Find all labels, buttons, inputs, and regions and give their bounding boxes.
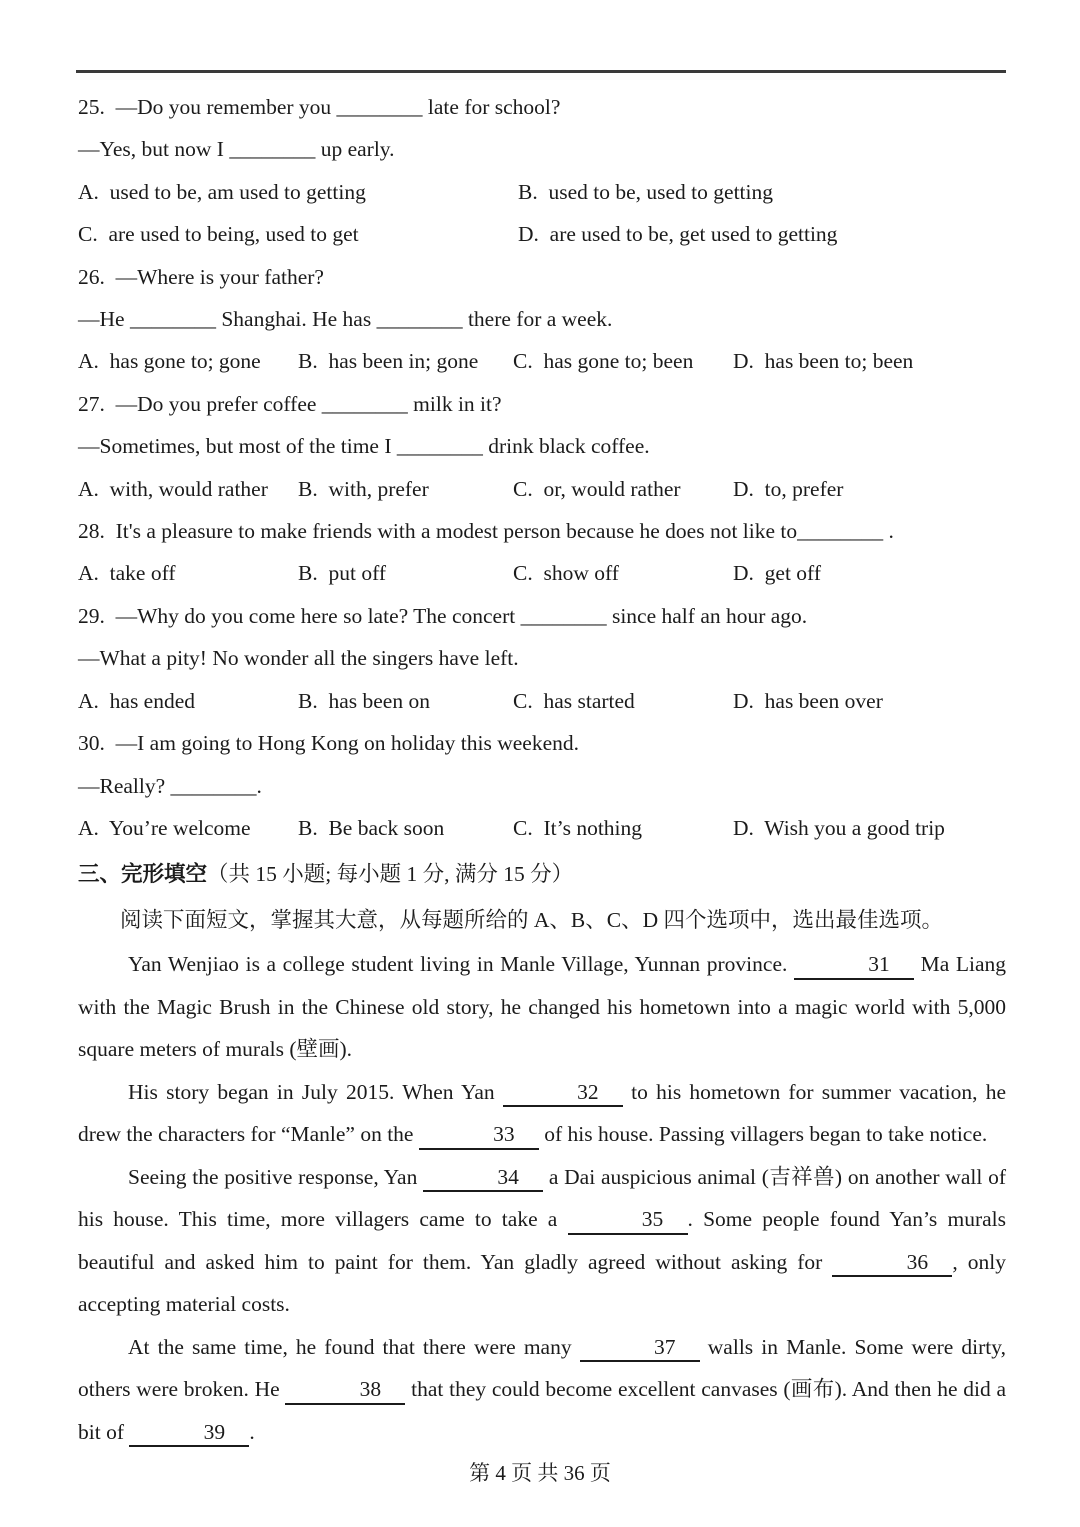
cloze-p3-text-3: . Some people found Yan’s murals beautiful and asked him to paint for them. Yan gladly agreed without asking for	[78, 1207, 1006, 1274]
option-29-c: C. has started	[513, 688, 635, 713]
cloze-p4-text-1: At the same time, he found that there were many	[128, 1334, 580, 1359]
option-28-c: C. show off	[513, 561, 619, 586]
option-26-a: A. has gone to; gone	[78, 349, 261, 374]
question-28-stem-line-1: 28. It's a pleasure to make friends with a modest person because he does not like to________ .	[78, 519, 894, 544]
option-27-d: D. to, prefer	[733, 476, 844, 501]
cloze-blank-34: 34	[423, 1167, 543, 1193]
question-30-stem-line-1: 30. —I am going to Hong Kong on holiday this weekend.	[78, 731, 580, 756]
cloze-paragraph-2	[78, 1071, 1006, 1156]
section-3-title: 三、完形填空	[78, 862, 208, 887]
option-30-c: C. It’s nothing	[513, 815, 643, 840]
option-26-b: B. has been in; gone	[298, 349, 479, 374]
cloze-p2-text-2: to his hometown for summer vacation, he drew the characters for “Manle” on the	[78, 1079, 1006, 1147]
option-28-b: B. put off	[298, 561, 386, 586]
option-28-d: D. get off	[733, 561, 821, 586]
question-27-stem-line-2: —Sometimes, but most of the time I ________ drink black coffee.	[78, 434, 650, 459]
option-27-a: A. with, would rather	[78, 476, 268, 501]
cloze-paragraph-3	[78, 1156, 1006, 1326]
cloze-paragraph-1	[78, 943, 1006, 1071]
page-content	[78, 86, 1006, 1453]
question-29-stem-line-1: 29. —Why do you come here so late? The concert ________ since half an hour ago.	[78, 603, 808, 628]
option-25-a: A. used to be, am used to getting	[78, 179, 366, 204]
option-28-a: A. take off	[78, 561, 176, 586]
cloze-p3-text-2: a Dai auspicious animal (吉祥兽) on another wall of his house. This time, more villagers came to take a	[78, 1164, 1006, 1232]
question-30-stem-line-2: —Really? ________.	[78, 773, 262, 798]
cloze-p4-text-4: .	[249, 1419, 255, 1444]
cloze-p1-text-1: Yan Wenjiao is a college student living in Manle Village, Yunnan province.	[128, 952, 794, 977]
option-30-d: D. Wish you a good trip	[733, 815, 945, 840]
question-26-stem-line-1: 26. —Where is your father?	[78, 264, 324, 289]
option-29-a: A. has ended	[78, 688, 196, 713]
cloze-p3-text-4: , only accepting material costs.	[78, 1249, 1006, 1317]
cloze-p2-text-3: of his house. Passing villagers began to take notice.	[538, 1122, 988, 1147]
cloze-blank-33: 33	[419, 1124, 539, 1150]
question-26-options-row	[78, 340, 1006, 382]
question-29-options-row	[78, 680, 1006, 722]
question-26-stem-line-2: —He ________ Shanghai. He has ________ there for a week.	[78, 307, 613, 332]
cloze-blank-38: 38	[285, 1379, 405, 1405]
cloze-p2-text-1: His story began in July 2015. When Yan	[128, 1079, 503, 1104]
cloze-p3-text-1: Seeing the positive response, Yan	[128, 1164, 424, 1189]
header-rule	[76, 70, 1006, 73]
cloze-paragraph-4	[78, 1326, 1006, 1454]
section-3-score-note: （共 15 小题; 每小题 1 分, 满分 15 分）	[207, 862, 574, 887]
question-30-options-row	[78, 807, 1006, 849]
question-25-options-row-1	[78, 171, 1006, 213]
cloze-blank-32: 32	[503, 1082, 623, 1108]
option-25-c: C. are used to being, used to get	[78, 222, 359, 247]
option-29-b: B. has been on	[298, 688, 430, 713]
option-29-d: D. has been over	[733, 688, 883, 713]
cloze-blank-35: 35	[568, 1209, 688, 1235]
cloze-instructions: 阅读下面短文，掌握其大意，从每题所给的 A、B、C、D 四个选项中，选出最佳选项。	[120, 908, 943, 933]
option-26-d: D. has been to; been	[733, 349, 914, 374]
question-27-options-row	[78, 468, 1006, 510]
cloze-blank-39: 39	[129, 1422, 249, 1448]
question-25-options-row-2	[78, 213, 1006, 255]
page-number-footer: 第 4 页 共 36 页	[469, 1461, 611, 1485]
cloze-p4-text-2: walls in Manle. Some were dirty, others were broken. He	[78, 1334, 1006, 1402]
question-25-stem-line-1: 25. —Do you remember you ________ late for school?	[78, 95, 561, 119]
option-26-c: C. has gone to; been	[513, 349, 694, 374]
option-25-d: D. are used to be, get used to getting	[518, 222, 838, 247]
cloze-blank-36: 36	[832, 1252, 952, 1278]
cloze-blank-37: 37	[580, 1337, 700, 1363]
cloze-blank-31: 31	[794, 954, 914, 980]
option-27-c: C. or, would rather	[513, 476, 681, 501]
cloze-p1-text-2: Ma Liang with the Magic Brush in the Chinese old story, he changed his hometown into a magic world with 5,000 square meters of murals (壁画).	[78, 952, 1007, 1062]
section-3-heading	[78, 851, 1006, 897]
option-27-b: B. with, prefer	[298, 476, 429, 501]
option-30-b: B. Be back soon	[298, 815, 445, 840]
cloze-p4-text-3: that they could become excellent canvases (画布). And then he did a bit of	[78, 1377, 1007, 1444]
question-25-stem-line-2: —Yes, but now I ________ up early.	[78, 137, 395, 162]
question-27-stem-line-1: 27. —Do you prefer coffee ________ milk in it?	[78, 391, 502, 416]
question-29-stem-line-2: —What a pity! No wonder all the singers have left.	[78, 646, 519, 671]
question-28-options-row	[78, 552, 1006, 594]
option-25-b: B. used to be, used to getting	[518, 179, 773, 204]
option-30-a: A. You’re welcome	[78, 815, 251, 840]
